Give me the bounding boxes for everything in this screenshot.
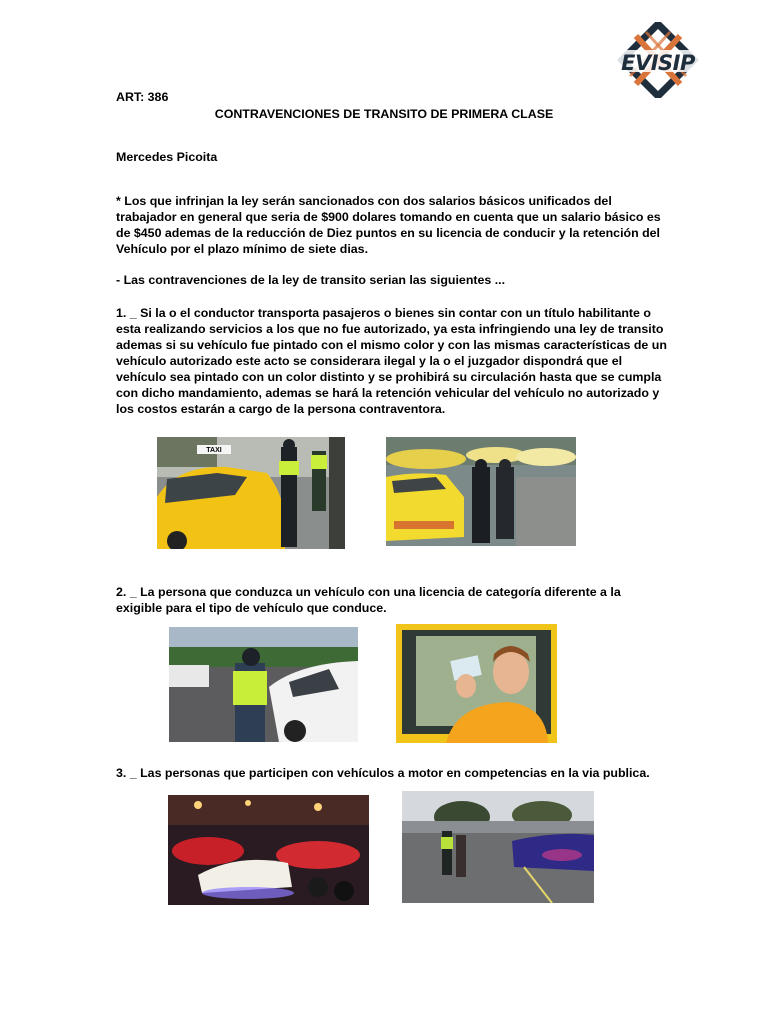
document-title: CONTRAVENCIONES DE TRANSITO DE PRIMERA CLASE — [214, 107, 554, 121]
police-stop-driver-photo — [169, 627, 358, 742]
intro-line-2: trabajador en general que seria de $900 dolares tomando en cuenta que un salario básico es — [116, 210, 661, 224]
item-3-line-1: 3. _ Las personas que participen con vehículos a motor en competencias en la via publica. — [116, 766, 650, 780]
night-street-racing-photo — [168, 795, 369, 905]
intro-line-3: de $450 ademas de la reducción de Diez puntos en su licencia de conducir y la retención del — [116, 226, 660, 240]
taxi-sign-label: TAXI — [206, 447, 222, 454]
item-1-line-6: con dicho mandamiento, ademas se hará la retención vehicular del vehículo no autorizado y — [116, 386, 660, 400]
list-intro: - Las contravenciones de la ley de transito serian las siguientes ... — [116, 273, 506, 287]
item-1-line-2: esta realizando servicios a los que no fue autorizado, ya esta infringiendo una ley de transito — [116, 322, 664, 336]
item-1-line-4: vehículo autorizado este acto se considerara ilegal y la o el juzgador dispondrá que el — [116, 354, 623, 368]
item-1-line-3: ademas si su vehículo fue pintado con el mismo color y con las mismas características de un — [116, 338, 667, 352]
driver-showing-license-photo — [396, 624, 557, 743]
item-1-line-5: vehículo sea pintado con un color distinto y se prohibirá su circulación hasta que se cumpla — [116, 370, 662, 384]
intro-line-1: * Los que infrinjan la ley serán sancionados con dos salarios básicos unificados del — [116, 194, 612, 208]
article-number: ART: 386 — [116, 90, 169, 104]
taxi-police-inspection-photo — [157, 437, 345, 549]
author-name: Mercedes Picoita — [116, 150, 218, 164]
evisip-logo — [612, 22, 704, 98]
intro-line-4: Vehículo por el plazo mínimo de siete dias. — [116, 242, 369, 256]
street-race-crowd-photo — [402, 791, 594, 903]
item-1-line-1: 1. _ Si la o el conductor transporta pasajeros o bienes sin contar con un título habilitante o — [116, 306, 651, 320]
item-2-line-2: exigible para el tipo de vehículo que conduce. — [116, 601, 387, 615]
taxi-line-police-photo — [386, 437, 576, 546]
logo-text: EVISIP — [621, 51, 695, 75]
item-2-line-1: 2. _ La persona que conduzca un vehículo con una licencia de categoría diferente a la — [116, 585, 621, 599]
item-1-line-7: los costos estarán a cargo de la persona contraventora. — [116, 402, 446, 416]
